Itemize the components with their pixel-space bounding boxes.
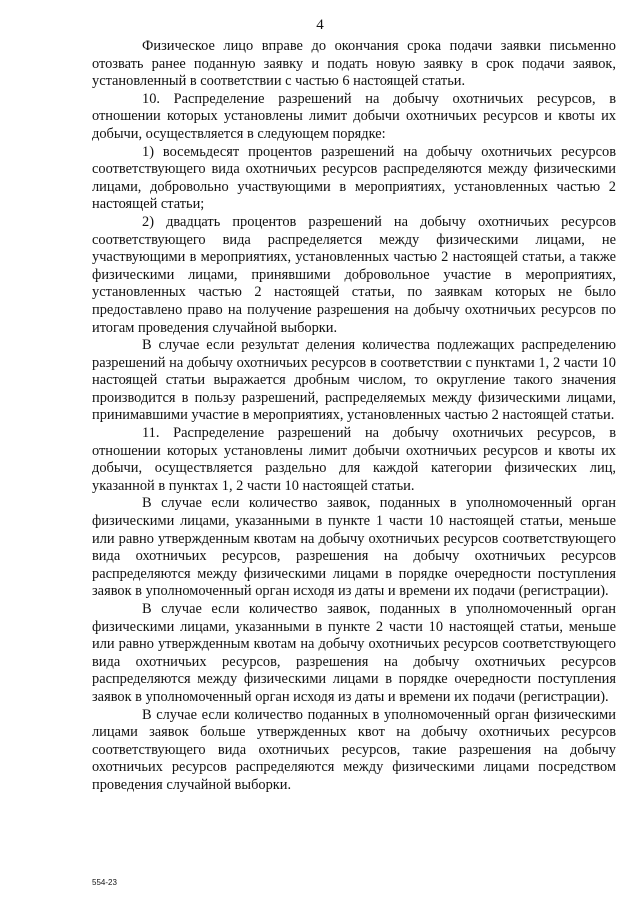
paragraph-item-2-quota: В случае если количество заявок, поданных в уполномоченный орган физическими лицами, указанными в пункте 2 части 10 настоящей статьи, меньше или равно утвержденным квотам на добычу охотничьих ресурсов соответствующего вида охотничьих ресурсов, разрешения на добычу охотничьих ресурсов распределяются между физическими лицами в порядке очередности поступления заявок в уполномоченный орган исходя из даты и времени их подачи (регистрации).	[92, 601, 616, 705]
paragraph-random-selection: В случае если количество поданных в уполномоченный орган физическими лицами заявок больше утвержденных квот на добычу охотничьих ресурсов соответствующего вида охотничьих ресурсов, такие разрешения на добычу охотничьих ресурсов распределяются между физическими лицами посредством проведения случайной выборки.	[92, 706, 616, 793]
paragraph-item-2: 2) двадцать процентов разрешений на добычу охотничьих ресурсов соответствующего вида распределяется между физическими лицами, не участвующими в мероприятиях, установленных частью 2 настоящей статьи, а также физическими лицами, принявшими добровольное участие в мероприятиях, установленных частью 2 настоящей статьи, по заявкам которых не было предоставлено право на получение разрешения на добычу охотничьих ресурсов по итогам проведения случайной выборки.	[92, 213, 616, 336]
page-number: 4	[316, 17, 324, 33]
paragraph-part-10: 10. Распределение разрешений на добычу охотничьих ресурсов, в отношении которых установлены лимит добычи охотничьих ресурсов и квоты их добычи, осуществляется в следующем порядке:	[92, 90, 616, 142]
paragraph-withdraw-application: Физическое лицо вправе до окончания срока подачи заявки письменно отозвать ранее поданную заявку и подать новую заявку в срок подачи заявок, установленный в соответствии с частью 6 настоящей статьи.	[92, 38, 616, 90]
paragraph-item-1-quota: В случае если количество заявок, поданных в уполномоченный орган физическими лицами, указанными в пункте 1 части 10 настоящей статьи, меньше или равно утвержденным квотам на добычу охотничьих ресурсов соответствующего вида охотничьих ресурсов, разрешения на добычу охотничьих ресурсов распределяются между физическими лицами в порядке очередности поступления заявок в уполномоченный орган исходя из даты и времени их подачи (регистрации).	[92, 495, 616, 600]
footer-document-code: 554-23	[92, 878, 117, 887]
paragraph-rounding: В случае если результат деления количества подлежащих распределению разрешений на добычу охотничьих ресурсов в соответствии с пунктами 1, 2 части 10 настоящей статьи выражается дробным числом, то округление такого значения производится в пользу разрешений, распределяемых между физическими лицами, принимавшими участие в мероприятиях, установленных частью 2 настоящей статьи.	[92, 337, 616, 424]
paragraph-part-11: 11. Распределение разрешений на добычу охотничьих ресурсов, в отношении которых установлены лимит добычи охотничьих ресурсов и квоты их добычи, осуществляется раздельно для каждой категории физических лиц, указанной в пунктах 1, 2 части 10 настоящей статьи.	[92, 425, 616, 494]
document-body	[92, 38, 616, 795]
paragraph-item-1: 1) восемьдесят процентов разрешений на добычу охотничьих ресурсов соответствующего вида охотничьих ресурсов распределяются между физическими лицами, добровольно участвующими в мероприятиях, установленных частью 2 настоящей статьи;	[92, 143, 616, 213]
